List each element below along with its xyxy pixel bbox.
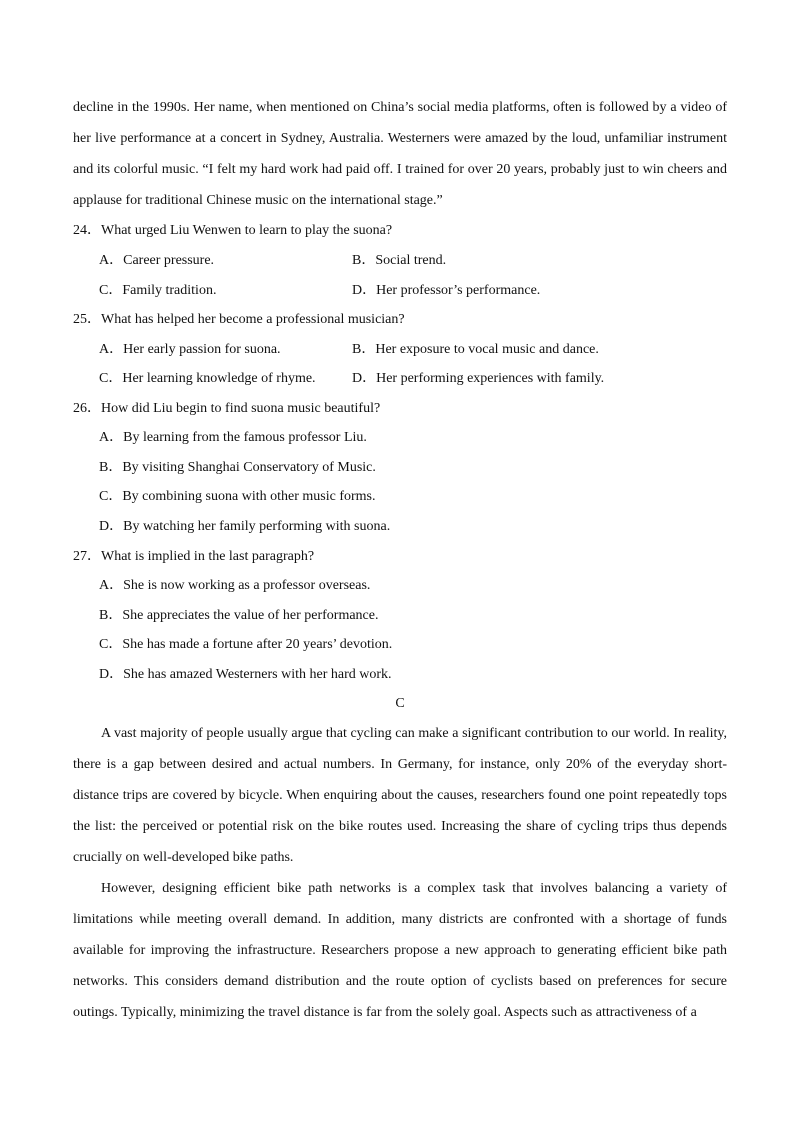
option-c: C．Her learning knowledge of rhyme.: [99, 371, 316, 386]
option-c: C．By combining suona with other music forms.: [99, 489, 376, 504]
option-a: A．Her early passion for suona.: [99, 342, 281, 357]
question-stem: 26．How did Liu begin to find suona music beautiful?: [73, 401, 381, 416]
question-stem: 24．What urged Liu Wenwen to learn to play the suona?: [73, 223, 393, 238]
option-a: A．She is now working as a professor overseas.: [99, 578, 371, 593]
option-c: C．Family tradition.: [99, 283, 217, 298]
option-b: B．She appreciates the value of her performance.: [99, 608, 379, 623]
passage-c-paragraph-2: However, designing efficient bike path networks is a complex task that involves balancing a variety of limitations while meeting overall demand. In addition, many districts are confronted with a shortage of funds available for improving the infrastructure. Researchers propose a new approach to generating efficient bike path networks. This considers demand distribution and the route option of cyclists based on preferences for secure outings. Typically, minimizing the travel distance is far from the solely goal. Aspects such as attractiveness of a: [73, 881, 727, 1020]
question-stem: 25．What has helped her become a professional musician?: [73, 312, 405, 327]
question-stem: 27．What is implied in the last paragraph?: [73, 549, 315, 564]
option-d: D．By watching her family performing with suona.: [99, 519, 391, 534]
option-b: B．By visiting Shanghai Conservatory of Music.: [99, 460, 376, 475]
passage-c-paragraph-1: A vast majority of people usually argue that cycling can make a significant contribution to our world. In reality, there is a gap between desired and actual numbers. In Germany, for instance, only 20% of the everyday short-distance trips are covered by bicycle. When enquiring about the causes, researchers found one point repeatedly tops the list: the perceived or potential risk on the bike routes used. Increasing the share of cycling trips thus depends crucially on well-developed bike paths.: [73, 726, 727, 865]
intro-paragraph: decline in the 1990s. Her name, when mentioned on China’s social media platforms, often is followed by a video of her live performance at a concert in Sydney, Australia. Westerners were amazed by the loud, unfamiliar instrument and its colorful music. “I felt my hard work had paid off. I trained for over 20 years, probably just to win cheers and applause for traditional Chinese music on the international stage.”: [73, 100, 727, 208]
option-d: D．Her professor’s performance.: [352, 283, 541, 298]
option-d: D．Her performing experiences with family.: [352, 371, 605, 386]
option-a: A．Career pressure.: [99, 253, 215, 268]
option-d: D．She has amazed Westerners with her hard work.: [99, 667, 392, 682]
section-label: C: [395, 696, 405, 711]
option-a: A．By learning from the famous professor Liu.: [99, 430, 367, 445]
option-b: B．Her exposure to vocal music and dance.: [352, 342, 599, 357]
option-b: B．Social trend.: [352, 253, 447, 268]
option-c: C．She has made a fortune after 20 years’ devotion.: [99, 637, 393, 652]
